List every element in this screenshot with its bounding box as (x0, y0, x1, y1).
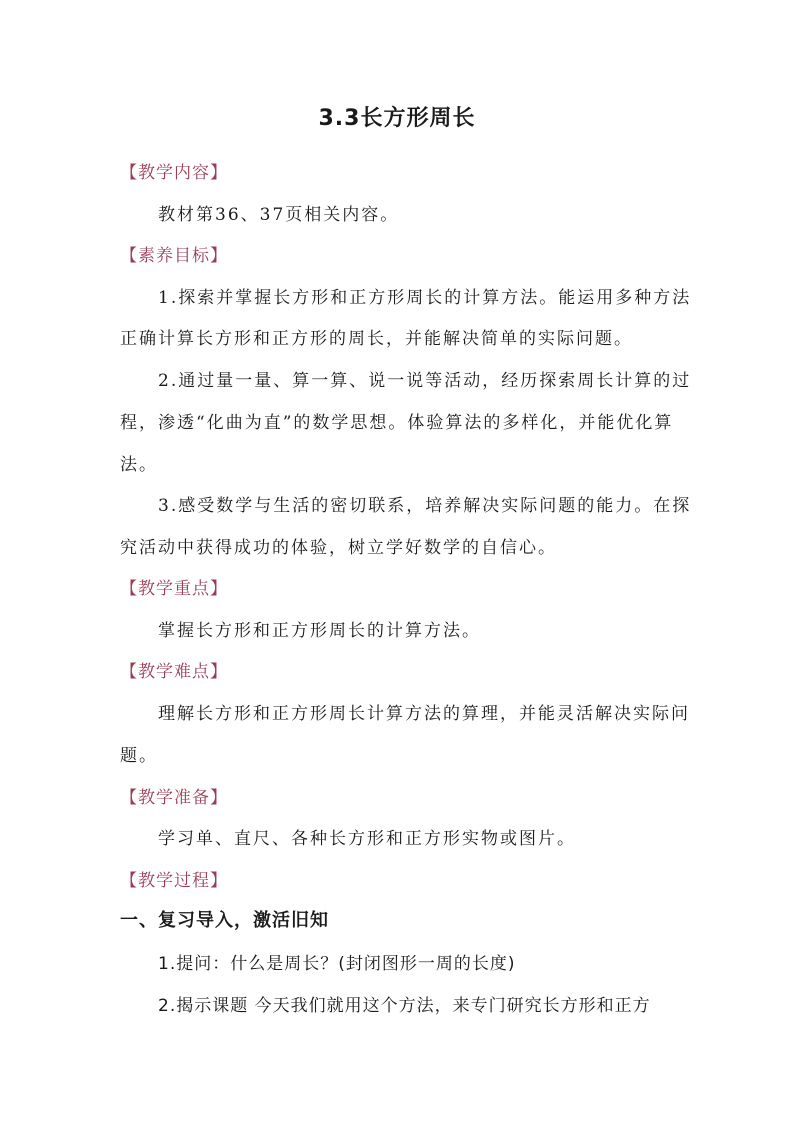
difficulty-line-2: 题。 (120, 746, 158, 766)
section-header-difficulty: 【教学难点】 (120, 662, 228, 682)
goal-2-line-2: 程，渗透“化曲为直”的数学思想。体验算法的多样化，并能优化算 (120, 413, 674, 433)
section-header-prep: 【教学准备】 (120, 788, 228, 808)
section-header-key: 【教学重点】 (120, 579, 228, 599)
prep-text: 学习单、直尺、各种长方形和正方形实物或图片。 (158, 829, 576, 849)
content-text: 教材第36、37页相关内容。 (158, 205, 400, 225)
process-step-2: 2.揭示课题 今天我们就用这个方法，来专门研究长方形和正方 (158, 996, 651, 1016)
process-part-1-title: 一、复习导入，激活旧知 (120, 910, 329, 931)
goal-1-line-2: 正确计算长方形和正方形的周长，并能解决简单的实际问题。 (120, 329, 633, 349)
goal-2-line-1: 2.通过量一量、算一算、说一说等活动，经历探索周长计算的过 (158, 371, 692, 391)
section-header-process: 【教学过程】 (120, 871, 228, 891)
difficulty-line-1: 理解长方形和正方形周长计算方法的算理，并能灵活解决实际问 (158, 704, 690, 724)
goal-3-line-1: 3.感受数学与生活的密切联系，培养解决实际问题的能力。在探 (158, 496, 692, 516)
section-header-content: 【教学内容】 (120, 163, 228, 183)
key-text: 掌握长方形和正方形周长的计算方法。 (158, 621, 481, 641)
goal-2-line-3: 法。 (120, 455, 158, 475)
section-header-goals: 【素养目标】 (120, 246, 228, 266)
page-title: 3.3长方形周长 (318, 106, 476, 131)
goal-3-line-2: 究活动中获得成功的体验，树立学好数学的自信心。 (120, 538, 557, 558)
goal-1-line-1: 1.探索并掌握长方形和正方形周长的计算方法。能运用多种方法 (158, 288, 692, 308)
process-step-1: 1.提问：什么是周长？(封闭图形一周的长度) (158, 954, 516, 974)
